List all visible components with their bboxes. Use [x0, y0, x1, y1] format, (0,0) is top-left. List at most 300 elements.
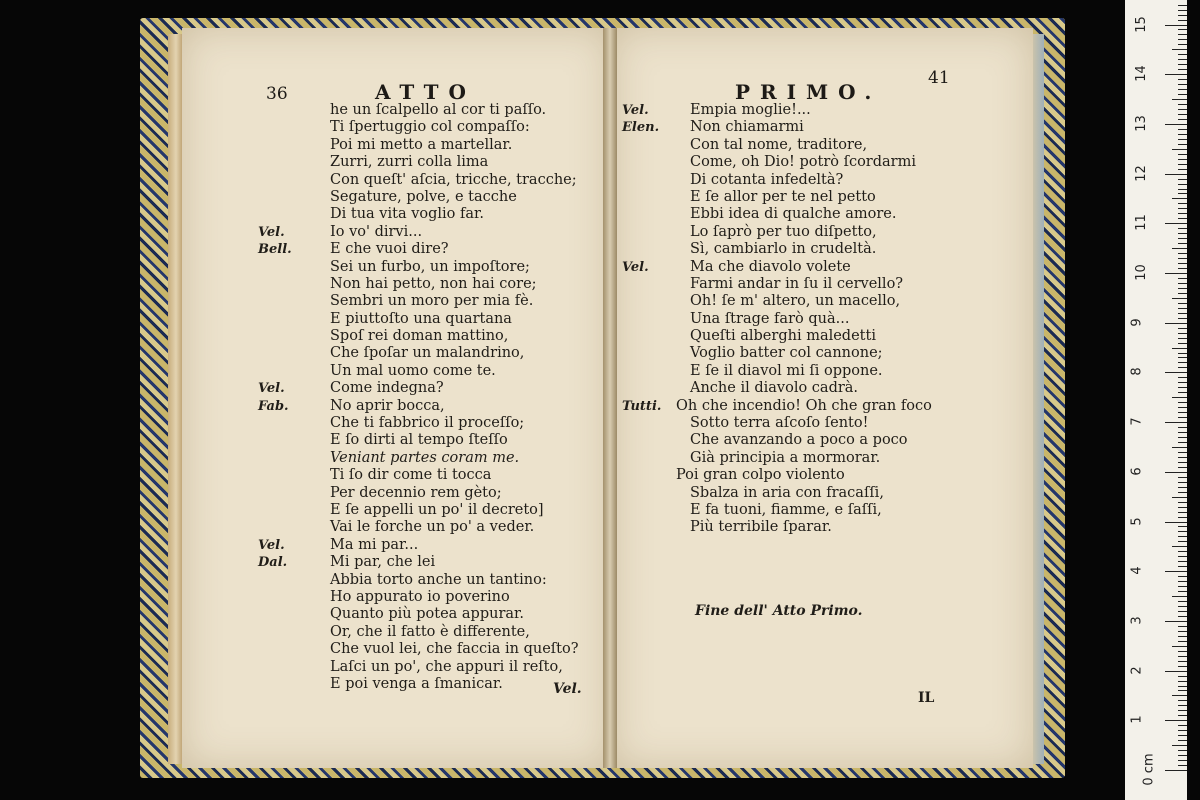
verse-text: Ti ſpertuggio col compaſſo:	[330, 119, 530, 136]
verse-text: Sbalza in aria con fracaſſi,	[690, 484, 884, 501]
ruler-tick	[1178, 253, 1187, 254]
ruler-tick	[1178, 487, 1187, 488]
ruler-tick	[1178, 616, 1187, 617]
ruler-tick	[1178, 193, 1187, 194]
ruler-tick	[1178, 293, 1187, 294]
ruler-tick	[1178, 730, 1187, 731]
ruler-tick	[1178, 139, 1187, 140]
text-line	[258, 554, 578, 571]
text-line	[330, 415, 578, 432]
ruler-label: 13	[1133, 115, 1149, 132]
text-line	[330, 189, 578, 206]
ruler-tick	[1178, 407, 1187, 408]
ruler-tick	[1178, 109, 1187, 110]
ruler-tick	[1165, 25, 1187, 26]
ruler-tick	[1178, 636, 1187, 637]
text-line	[690, 172, 932, 189]
ruler-tick	[1178, 606, 1187, 607]
ruler-tick	[1178, 20, 1187, 21]
ruler-tick	[1165, 720, 1187, 721]
ruler-tick	[1178, 333, 1187, 334]
ruler-tick	[1172, 546, 1187, 547]
speaker-name: Vel.	[258, 381, 285, 397]
ruler-tick	[1165, 174, 1187, 175]
ruler-tick	[1178, 283, 1187, 284]
ruler-tick	[1178, 705, 1187, 706]
speaker-name: Fab.	[258, 398, 289, 414]
ruler-tick	[1178, 710, 1187, 711]
verse-text: Più terribile ſparar.	[690, 519, 832, 536]
ruler-tick	[1178, 676, 1187, 677]
verse-text: Spoſ rei doman mattino,	[330, 328, 509, 345]
ruler-tick	[1178, 343, 1187, 344]
ruler-tick	[1178, 357, 1187, 358]
text-line	[330, 450, 578, 467]
ruler-tick	[1178, 29, 1187, 30]
ruler-tick	[1165, 571, 1187, 572]
verse-text: Segature, polve, e tacche	[330, 188, 517, 205]
ruler-tick	[1178, 228, 1187, 229]
text-line	[330, 676, 578, 693]
ruler-tick	[1178, 59, 1187, 60]
text-line	[690, 432, 932, 449]
text-line	[330, 485, 578, 502]
ruler-label: 2	[1129, 665, 1145, 675]
verse-text: Quanto più potea appurar.	[330, 606, 524, 623]
right-page-text	[622, 102, 932, 537]
ruler-tick	[1178, 541, 1187, 542]
verse-text: he un ſcalpello al cor ti paſſo.	[330, 102, 547, 118]
verse-text: Un mal uomo come te.	[330, 362, 496, 379]
verse-text: Già principia a mormorar.	[690, 449, 881, 466]
ruler-tick	[1178, 492, 1187, 493]
ruler-tick	[1178, 5, 1187, 6]
ruler-tick	[1178, 258, 1187, 259]
ruler-tick	[1172, 497, 1187, 498]
ruler-tick	[1165, 323, 1187, 324]
ruler-tick	[1178, 427, 1187, 428]
ruler-tick	[1178, 412, 1187, 413]
verse-text: Che ſpoſar un malandrino,	[330, 345, 525, 362]
right-catchword: IL	[918, 690, 935, 706]
ruler-tick	[1165, 223, 1187, 224]
ruler-tick	[1178, 392, 1187, 393]
verse-text: E che vuoi dire?	[330, 241, 449, 258]
ruler-tick	[1178, 104, 1187, 105]
verse-text: Come indegna?	[330, 380, 444, 397]
ruler-tick	[1172, 397, 1187, 398]
ruler-tick	[1178, 184, 1187, 185]
verse-text: E ſo dirti al tempo ſteſſo	[330, 432, 508, 449]
verse-text: Veniant partes coram me.	[330, 449, 520, 466]
ruler-tick	[1178, 586, 1187, 587]
verse-text: Voglio batter col cannone;	[690, 345, 883, 362]
verse-text: Poi gran colpo violento	[676, 467, 845, 484]
verse-text: Che ti fabbrico il proceſſo;	[330, 415, 525, 432]
ruler-tick	[1178, 144, 1187, 145]
text-line	[330, 467, 578, 484]
verse-text: Ti ſo dir come ti tocca	[330, 467, 492, 484]
text-line	[690, 276, 932, 293]
text-line	[690, 189, 932, 206]
ruler-label: 15	[1133, 15, 1149, 33]
ruler-tick	[1178, 213, 1187, 214]
ruler-tick	[1178, 10, 1187, 11]
verse-text: E ſe allor per te nel petto	[690, 188, 876, 205]
ruler-label: 10	[1133, 264, 1149, 281]
text-line	[258, 397, 578, 415]
ruler-tick	[1165, 273, 1187, 274]
text-line	[676, 467, 932, 484]
ruler-tick	[1178, 362, 1187, 363]
ruler-label: 4	[1129, 566, 1145, 575]
ruler-tick	[1172, 298, 1187, 299]
ruler-tick	[1178, 164, 1187, 165]
ruler-tick	[1172, 447, 1187, 448]
text-line	[330, 119, 578, 136]
ruler-tick	[1178, 34, 1187, 35]
verse-text: Con queſt' aſcia, tricche, tracche;	[330, 171, 577, 188]
ruler-tick	[1178, 119, 1187, 120]
verse-text: Come, oh Dio! potrò ſcordarmi	[690, 154, 916, 171]
ruler-tick	[1178, 750, 1187, 751]
text-line	[690, 502, 932, 519]
ruler-tick	[1178, 442, 1187, 443]
ruler-tick	[1178, 129, 1187, 130]
ruler-tick	[1178, 353, 1187, 354]
ruler-tick	[1178, 715, 1187, 716]
verse-text: Oh! ſe m' altero, un macello,	[690, 293, 901, 310]
ruler-tick	[1178, 631, 1187, 632]
ruler-tick	[1178, 203, 1187, 204]
text-line	[690, 519, 932, 536]
ruler-tick	[1178, 44, 1187, 45]
verse-text: Non chiamarmi	[690, 119, 804, 136]
ruler-tick	[1178, 328, 1187, 329]
measurement-ruler	[1125, 0, 1187, 800]
ruler-tick	[1165, 372, 1187, 373]
ruler-tick	[1178, 561, 1187, 562]
verse-text: E poi venga a ſmanicar.	[330, 675, 503, 692]
text-line	[258, 223, 578, 241]
text-line	[690, 328, 932, 345]
ruler-tick	[1178, 15, 1187, 16]
verse-text: Con tal nome, traditore,	[690, 136, 868, 153]
ruler-tick	[1178, 566, 1187, 567]
ruler-label: 12	[1133, 164, 1149, 182]
ruler-tick	[1178, 656, 1187, 657]
ruler-tick	[1178, 700, 1187, 701]
verse-text: No aprir bocca,	[330, 397, 445, 414]
ruler-tick	[1178, 263, 1187, 264]
ruler-tick	[1178, 526, 1187, 527]
ruler-tick	[1178, 551, 1187, 552]
text-line	[330, 345, 578, 362]
verse-text: Sì, cambiarlo in crudeltà.	[690, 241, 877, 258]
ruler-label: 7	[1129, 417, 1145, 426]
verse-text: Per decennio rem gèto;	[330, 484, 502, 501]
verse-text: Laſci un po', che appuri il reſto,	[330, 658, 563, 675]
ruler-tick	[1172, 348, 1187, 349]
ruler-label: 9	[1129, 318, 1145, 327]
ruler-tick	[1178, 457, 1187, 458]
ruler-tick	[1178, 233, 1187, 234]
ruler-tick	[1178, 189, 1187, 190]
verse-text: Di tua vita voglio far.	[330, 206, 484, 223]
speaker-name: Vel.	[622, 103, 649, 118]
ruler-tick	[1178, 377, 1187, 378]
ruler-tick	[1178, 502, 1187, 503]
verse-text: Oh che incendio! Oh che gran foco	[676, 397, 932, 414]
verse-text: Abbia torto anche un tantino:	[330, 571, 547, 588]
text-line	[690, 154, 932, 171]
verse-text: Vai le forche un po' a veder.	[330, 519, 535, 536]
ruler-tick	[1178, 79, 1187, 80]
ruler-tick	[1178, 243, 1187, 244]
ruler-tick	[1178, 765, 1187, 766]
ruler-tick	[1178, 308, 1187, 309]
verse-text: Ho appurato io poverino	[330, 588, 510, 605]
verse-text: Io vo' dirvi...	[330, 223, 423, 240]
ruler-tick	[1178, 512, 1187, 513]
text-line	[330, 259, 578, 276]
ruler-label: 3	[1129, 616, 1145, 625]
verse-text: Empia moglie!...	[690, 102, 811, 118]
ruler-tick	[1178, 303, 1187, 304]
speaker-name: Vel.	[622, 259, 649, 275]
ruler-tick	[1178, 169, 1187, 170]
verse-text: E fa tuoni, fiamme, e ſaſſi,	[690, 501, 882, 518]
ruler-tick	[1178, 84, 1187, 85]
text-line	[258, 241, 578, 258]
text-line	[330, 589, 578, 606]
ruler-label: 6	[1129, 467, 1145, 476]
text-line	[330, 293, 578, 310]
ruler-label: 11	[1133, 214, 1149, 232]
verse-text: Queſti alberghi maledetti	[690, 328, 876, 345]
ruler-tick	[1178, 134, 1187, 135]
ruler-label: 8	[1129, 367, 1145, 377]
ruler-tick	[1178, 686, 1187, 687]
ruler-tick	[1178, 467, 1187, 468]
ruler-label: 5	[1129, 516, 1145, 526]
ruler-tick	[1178, 666, 1187, 667]
left-catchword: Vel.	[553, 681, 582, 697]
text-line	[330, 519, 578, 536]
ruler-tick	[1165, 74, 1187, 75]
text-line	[330, 641, 578, 658]
text-line	[330, 432, 578, 449]
ruler-tick	[1178, 159, 1187, 160]
verse-text: Una ſtrage farò quà...	[690, 310, 850, 327]
ruler-tick	[1172, 99, 1187, 100]
ruler-tick	[1178, 402, 1187, 403]
speaker-name: Elen.	[622, 120, 660, 136]
verse-text: Lo ſaprò per tuo diſpetto,	[690, 223, 877, 240]
ruler-tick	[1178, 760, 1187, 761]
text-line	[330, 572, 578, 589]
verse-text: Zurri, zurri colla lima	[330, 154, 489, 171]
ruler-tick	[1178, 626, 1187, 627]
text-line	[330, 606, 578, 623]
text-line	[690, 363, 932, 380]
left-page-header: ATTO	[375, 80, 476, 104]
ruler-tick	[1178, 681, 1187, 682]
ruler-tick	[1178, 278, 1187, 279]
verse-text: Mi par, che lei	[330, 554, 436, 571]
speaker-name: Tutti.	[622, 398, 662, 414]
ruler-tick	[1178, 536, 1187, 537]
ruler-tick	[1172, 646, 1187, 647]
speaker-name: Vel.	[258, 224, 285, 240]
text-line	[690, 137, 932, 154]
ruler-tick	[1178, 725, 1187, 726]
text-line	[258, 380, 578, 397]
text-line	[622, 102, 932, 119]
ruler-tick	[1178, 54, 1187, 55]
ruler-tick	[1178, 318, 1187, 319]
ruler-tick	[1178, 482, 1187, 483]
ruler-tick	[1178, 477, 1187, 478]
book-gutter	[603, 28, 617, 768]
ruler-tick	[1178, 39, 1187, 40]
ruler-tick	[1178, 313, 1187, 314]
text-line	[690, 224, 932, 241]
verse-text: Farmi andar in ſu il cervello?	[690, 275, 904, 292]
speaker-name: Bell.	[258, 242, 292, 258]
ruler-tick	[1178, 218, 1187, 219]
ruler-tick	[1178, 179, 1187, 180]
text-line	[330, 276, 578, 293]
right-page-number: 41	[928, 68, 950, 88]
text-line	[258, 536, 578, 554]
ruler-tick	[1172, 198, 1187, 199]
text-line	[622, 258, 932, 276]
ruler-tick	[1165, 522, 1187, 523]
right-page-header: PRIMO.	[735, 80, 882, 104]
ruler-tick	[1178, 382, 1187, 383]
ruler-tick	[1178, 581, 1187, 582]
verse-text: Di cotanta infedeltà?	[690, 171, 844, 188]
speaker-name: Vel.	[258, 537, 285, 553]
ruler-tick	[1178, 338, 1187, 339]
text-line	[690, 415, 932, 432]
ruler-tick	[1178, 94, 1187, 95]
verse-text: Non hai petto, non hai core;	[330, 275, 537, 292]
ruler-tick	[1178, 735, 1187, 736]
text-line	[330, 206, 578, 223]
text-line	[690, 311, 932, 328]
speaker-name: Dal.	[258, 555, 288, 571]
verse-text: E ſe appelli un po' il decreto]	[330, 501, 544, 518]
ruler-tick	[1178, 437, 1187, 438]
verse-text: Che avanzando a poco a poco	[690, 432, 908, 449]
ruler-tick	[1178, 417, 1187, 418]
text-line	[330, 624, 578, 641]
verse-text: Ma mi par...	[330, 536, 419, 553]
ruler-tick	[1178, 755, 1187, 756]
ruler-tick	[1178, 591, 1187, 592]
ruler-tick	[1178, 69, 1187, 70]
text-line	[330, 137, 578, 154]
ruler-tick	[1172, 596, 1187, 597]
text-line	[690, 450, 932, 467]
text-line	[330, 102, 578, 119]
verse-text: E ſe il diavol mi ſi oppone.	[690, 362, 883, 379]
ruler-tick	[1165, 422, 1187, 423]
ruler-tick	[1172, 49, 1187, 50]
text-line	[330, 328, 578, 345]
ruler-tick	[1172, 149, 1187, 150]
verse-text: Ma che diavolo volete	[690, 258, 851, 275]
ruler-tick	[1165, 472, 1187, 473]
ruler-tick	[1178, 288, 1187, 289]
ruler-tick	[1178, 64, 1187, 65]
ruler-tick	[1178, 740, 1187, 741]
ruler-tick	[1178, 89, 1187, 90]
verse-text: Sei un furbo, un impoſtore;	[330, 258, 530, 275]
ruler-tick	[1178, 661, 1187, 662]
text-line	[330, 363, 578, 380]
text-line	[690, 206, 932, 223]
verse-text: Anche il diavolo cadrà.	[690, 380, 859, 397]
verse-text: Ebbi idea di qualche amore.	[690, 206, 897, 223]
ruler-label: 0 cm	[1141, 753, 1157, 786]
text-line	[330, 154, 578, 171]
ruler-tick	[1178, 641, 1187, 642]
text-line	[690, 293, 932, 310]
text-line	[330, 311, 578, 328]
ruler-tick	[1172, 745, 1187, 746]
ruler-tick	[1178, 387, 1187, 388]
ruler-tick	[1178, 576, 1187, 577]
ruler-tick	[1178, 367, 1187, 368]
ruler-tick	[1165, 124, 1187, 125]
ruler-tick	[1178, 531, 1187, 532]
ruler-tick	[1178, 114, 1187, 115]
verse-text: Che vuol lei, che faccia in queſto?	[330, 641, 579, 658]
ruler-tick	[1178, 452, 1187, 453]
verse-text: Sembri un moro per mia fè.	[330, 293, 534, 310]
ruler-tick	[1178, 432, 1187, 433]
ruler-tick	[1178, 611, 1187, 612]
ruler-tick	[1178, 154, 1187, 155]
ruler-tick	[1178, 268, 1187, 269]
text-line	[690, 345, 932, 362]
ruler-tick	[1178, 651, 1187, 652]
text-line	[330, 502, 578, 519]
ruler-tick	[1165, 671, 1187, 672]
text-line	[330, 659, 578, 676]
text-line	[690, 241, 932, 258]
text-line	[690, 380, 932, 397]
act-end-text: Fine dell' Atto Primo.	[695, 603, 863, 619]
ruler-tick	[1178, 507, 1187, 508]
ruler-tick	[1178, 601, 1187, 602]
ruler-tick	[1178, 462, 1187, 463]
text-line	[330, 172, 578, 189]
ruler-tick	[1178, 238, 1187, 239]
ruler-label: 14	[1133, 65, 1149, 82]
ruler-tick	[1178, 517, 1187, 518]
ruler-tick	[1178, 690, 1187, 691]
text-line	[622, 119, 932, 136]
ruler-tick	[1172, 248, 1187, 249]
left-page-text	[258, 102, 579, 693]
text-line	[622, 397, 932, 415]
left-page-number: 36	[266, 84, 288, 104]
ruler-tick	[1165, 770, 1187, 771]
